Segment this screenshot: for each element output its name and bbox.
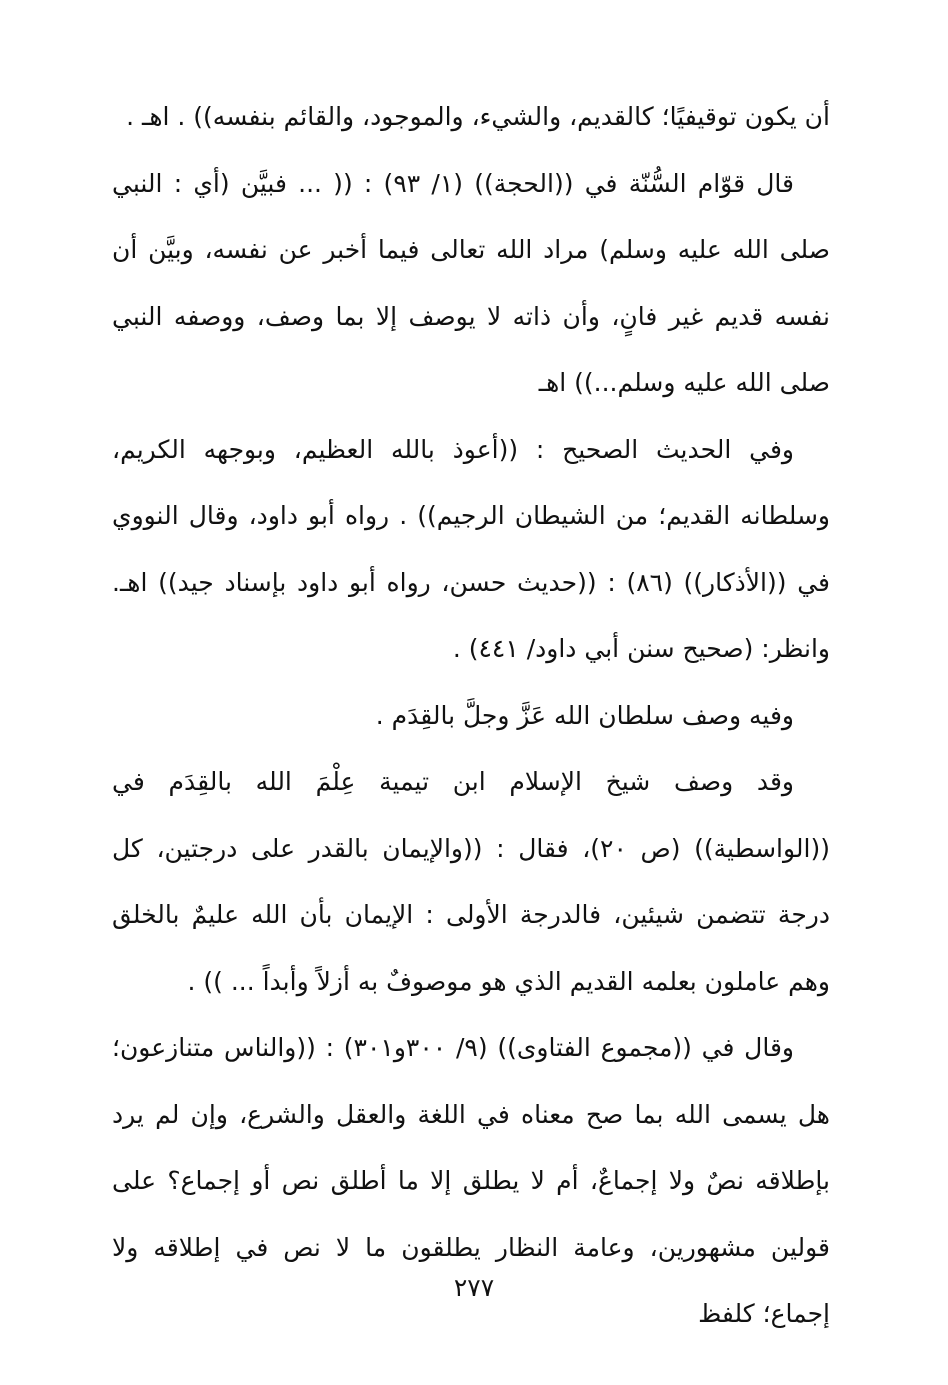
paragraph-3: وفي الحديث الصحيح : ((أعوذ بالله العظيم، وبوجهه الكريم، وسلطانه القديم؛ من الشيطان الرجيم)) . رواه أبو داود، وقال النووي في ((الأذكار)) (٨٦) : ((حديث حسن، رواه أبو داود بإسناد جيد)) اهـ. وانظر: (صحيح سنن أبي داود/ ٤٤١) . (112, 434, 830, 663)
page-number: ٢٧٧ (453, 1273, 495, 1302)
paragraph-6: وقال في ((مجموع الفتاوى)) (٩/ ٣٠٠و٣٠١) : ((والناس متنازعون؛ هل يسمى الله بما صح معناه في اللغة والعقل والشرع، وإن لم يرد بإطلاقه نصٌ ولا إجماعٌ، أم لا يطلق إلا ما أطلق نص أو إجماع؟ على قولين مشهورين، وعامة النظار يطلقون ما لا نص في إطلاقه ولا إجماع؛ كلفظ (112, 1033, 830, 1328)
paragraph-1: أن يكون توقيفيًا؛ كالقديم، والشيء، والموجود، والقائم بنفسه)) . اهـ . (126, 102, 830, 131)
paragraph-5: وقد وصف شيخ الإسلام ابن تيمية عِلْمَ الله بالقِدَم في ((الواسطية)) (ص ٢٠)، فقال : ((والإيمان بالقدر على درجتين، كل درجة تتضمن شيئين، فالدرجة الأولى : الإيمان بأن الله عليمٌ بالخلق وهم عاملون بعلمه القديم الذي هو موصوفٌ به أزلاً وأبداً ... )) . (112, 767, 830, 996)
paragraph-2: قال قوّام السُّنّة في ((الحجة)) (١/ ٩٣) : (( ... فبيَّن (أي : النبي صلى الله عليه وسلم) مراد الله تعالى فيما أخبر عن نفسه، وبيَّن أن نفسه قديم غير فانٍ، وأن ذاته لا يوصف إلا بما وصف، ووصفه النبي صلى الله عليه وسلم...)) اهـ (112, 168, 830, 397)
body-text (112, 84, 830, 1348)
paragraph-4: وفيه وصف سلطان الله عَزَّ وجلَّ بالقِدَم . (375, 700, 794, 730)
